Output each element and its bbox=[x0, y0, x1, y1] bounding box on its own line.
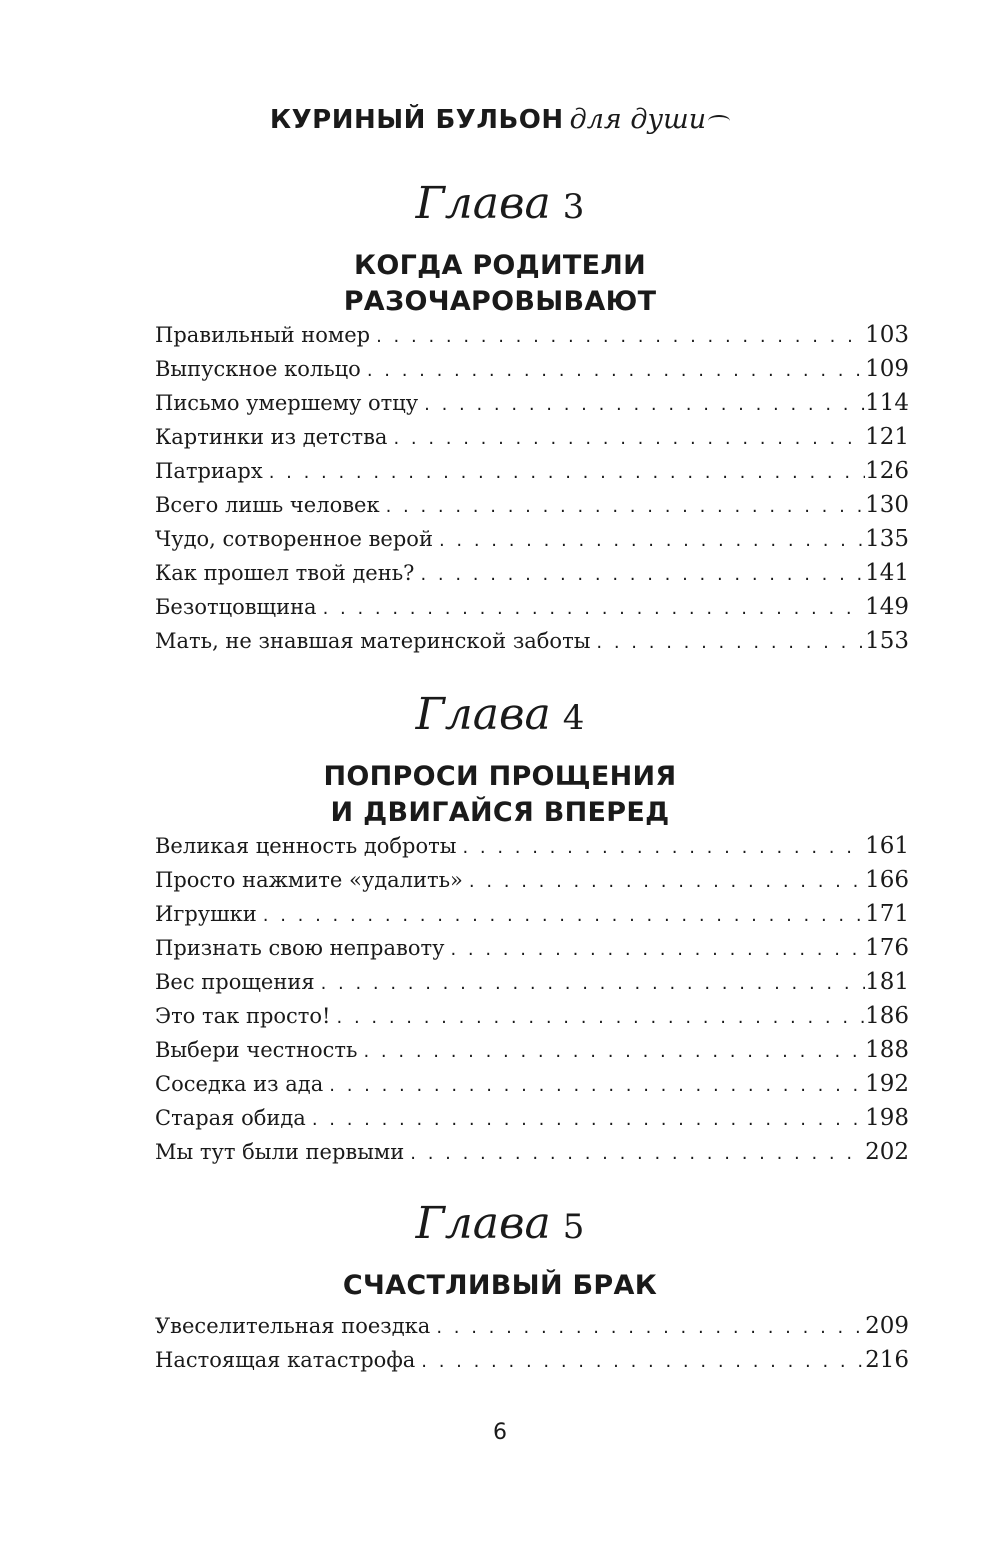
toc-entry-page: 161 bbox=[865, 833, 909, 859]
toc-entry[interactable] bbox=[155, 897, 909, 931]
toc-entry-title: Патриарх bbox=[155, 459, 263, 483]
leader-dots bbox=[404, 1137, 865, 1171]
toc-entry-page: 202 bbox=[865, 1139, 909, 1165]
toc-entry[interactable] bbox=[155, 624, 909, 658]
chapter-label bbox=[0, 1198, 1000, 1250]
leader-dots bbox=[357, 1035, 865, 1069]
page-number: 6 bbox=[493, 1420, 507, 1445]
toc-entry-page: 141 bbox=[865, 560, 909, 586]
toc-entry-page: 166 bbox=[865, 867, 909, 893]
toc-entry-page: 149 bbox=[865, 594, 909, 620]
toc-entry-title: Выпускное кольцо bbox=[155, 357, 361, 381]
book-title: КУРИНЫЙ БУЛЬОН bbox=[269, 105, 564, 135]
chapter-title bbox=[0, 759, 1000, 831]
toc-entry-title: Правильный номер bbox=[155, 323, 371, 347]
toc-entry-title: Картинки из детства bbox=[155, 425, 388, 449]
leader-dots bbox=[380, 490, 866, 524]
toc-entry[interactable] bbox=[155, 1033, 909, 1067]
chapter-title bbox=[0, 1268, 1000, 1304]
toc-entry[interactable] bbox=[155, 1067, 909, 1101]
toc-entry-title: Это так просто! bbox=[155, 1004, 331, 1028]
toc-entry-page: 103 bbox=[865, 322, 909, 348]
chapter-4-toc bbox=[155, 829, 909, 1169]
chapter-3-toc bbox=[155, 318, 909, 658]
leader-dots bbox=[257, 899, 865, 933]
toc-entry[interactable] bbox=[155, 454, 909, 488]
toc-entry-page: 192 bbox=[865, 1071, 909, 1097]
chapter-4-heading bbox=[0, 689, 1000, 831]
chapter-number: 5 bbox=[562, 1207, 585, 1247]
leader-dots bbox=[430, 1311, 865, 1345]
leader-dots bbox=[306, 1103, 865, 1137]
leader-dots bbox=[418, 388, 865, 422]
toc-entry-title: Настоящая катастрофа bbox=[155, 1348, 416, 1372]
toc-entry[interactable] bbox=[155, 1343, 909, 1377]
toc-entry-page: 216 bbox=[865, 1347, 909, 1373]
chapter-word: Глава bbox=[415, 1198, 551, 1249]
toc-entry-title: Всего лишь человек bbox=[155, 493, 380, 517]
toc-entry-title: Старая обида bbox=[155, 1106, 306, 1130]
chapter-title-line: И ДВИГАЙСЯ ВПЕРЕД bbox=[330, 797, 670, 828]
leader-dots bbox=[370, 320, 865, 354]
toc-entry-title: Соседка из ада bbox=[155, 1072, 324, 1096]
chapter-label bbox=[0, 689, 1000, 741]
toc-entry-page: 126 bbox=[865, 458, 909, 484]
toc-entry[interactable] bbox=[155, 1309, 909, 1343]
toc-entry-page: 176 bbox=[865, 935, 909, 961]
toc-entry[interactable] bbox=[155, 931, 909, 965]
toc-entry-title: Увеселительная поездка bbox=[155, 1314, 431, 1338]
toc-entry[interactable] bbox=[155, 1101, 909, 1135]
toc-entry-page: 186 bbox=[865, 1003, 909, 1029]
running-head bbox=[0, 104, 1000, 135]
chapter-title-line: КОГДА РОДИТЕЛИ bbox=[353, 250, 647, 281]
toc-entry-page: 181 bbox=[865, 969, 909, 995]
toc-entry[interactable] bbox=[155, 1135, 909, 1169]
leader-dots bbox=[331, 1001, 866, 1035]
toc-entry[interactable] bbox=[155, 965, 909, 999]
leader-dots bbox=[463, 865, 865, 899]
toc-entry[interactable] bbox=[155, 352, 909, 386]
leader-dots bbox=[361, 354, 865, 388]
chapter-label bbox=[0, 178, 1000, 230]
chapter-title bbox=[0, 248, 1000, 320]
toc-entry[interactable] bbox=[155, 488, 909, 522]
toc-entry[interactable] bbox=[155, 829, 909, 863]
toc-entry-title: Выбери честность bbox=[155, 1038, 358, 1062]
leader-dots bbox=[317, 592, 866, 626]
toc-entry[interactable] bbox=[155, 318, 909, 352]
leader-dots bbox=[590, 626, 865, 660]
chapter-number: 3 bbox=[562, 187, 585, 227]
book-title-script: для души bbox=[569, 104, 707, 135]
chapter-5-heading bbox=[0, 1198, 1000, 1304]
toc-entry-page: 114 bbox=[865, 390, 909, 416]
chapter-word: Глава bbox=[415, 178, 551, 229]
toc-entry-page: 121 bbox=[865, 424, 909, 450]
leader-dots bbox=[444, 933, 865, 967]
toc-entry-page: 188 bbox=[865, 1037, 909, 1063]
toc-entry[interactable] bbox=[155, 590, 909, 624]
chapter-number: 4 bbox=[562, 698, 585, 738]
chapter-word: Глава bbox=[415, 689, 551, 740]
leader-dots bbox=[456, 831, 865, 865]
toc-entry-title: Безотцовщина bbox=[155, 595, 317, 619]
chapter-title-line: ПОПРОСИ ПРОЩЕНИЯ bbox=[323, 761, 677, 792]
toc-entry[interactable] bbox=[155, 999, 909, 1033]
toc-entry[interactable] bbox=[155, 522, 909, 556]
toc-entry-title: Игрушки bbox=[155, 902, 257, 926]
toc-entry-title: Признать свою неправоту bbox=[155, 936, 445, 960]
toc-entry-title: Чудо, сотворенное верой bbox=[155, 527, 433, 551]
leader-dots bbox=[263, 456, 865, 490]
leader-dots bbox=[414, 558, 865, 592]
toc-entry[interactable] bbox=[155, 556, 909, 590]
toc-entry-page: 109 bbox=[865, 356, 909, 382]
toc-entry-page: 153 bbox=[865, 628, 909, 654]
leader-dots bbox=[387, 422, 865, 456]
leader-dots bbox=[415, 1345, 865, 1379]
toc-entry-title: Великая ценность доброты bbox=[155, 834, 457, 858]
toc-entry-page: 198 bbox=[865, 1105, 909, 1131]
toc-entry-title: Письмо умершему отцу bbox=[155, 391, 419, 415]
toc-entry[interactable] bbox=[155, 420, 909, 454]
toc-entry[interactable] bbox=[155, 386, 909, 420]
leader-dots bbox=[323, 1069, 865, 1103]
swash-ornament bbox=[708, 115, 730, 127]
toc-entry-page: 171 bbox=[865, 901, 909, 927]
toc-entry-page: 209 bbox=[865, 1313, 909, 1339]
toc-entry-title: Мать, не знавшая материнской заботы bbox=[155, 629, 591, 653]
leader-dots bbox=[315, 967, 866, 1001]
toc-entry[interactable] bbox=[155, 863, 909, 897]
chapter-5-toc bbox=[155, 1309, 909, 1377]
toc-entry-page: 130 bbox=[865, 492, 909, 518]
toc-entry-title: Просто нажмите «удалить» bbox=[155, 868, 463, 892]
toc-entry-page: 135 bbox=[865, 526, 909, 552]
toc-entry-title: Как прошел твой день? bbox=[155, 561, 415, 585]
leader-dots bbox=[433, 524, 865, 558]
chapter-3-heading bbox=[0, 178, 1000, 320]
chapter-title-line: РАЗОЧАРОВЫВАЮТ bbox=[343, 286, 657, 317]
toc-entry-title: Вес прощения bbox=[155, 970, 315, 994]
chapter-title-line: СЧАСТЛИВЫЙ БРАК bbox=[342, 1270, 658, 1301]
toc-entry-title: Мы тут были первыми bbox=[155, 1140, 405, 1164]
